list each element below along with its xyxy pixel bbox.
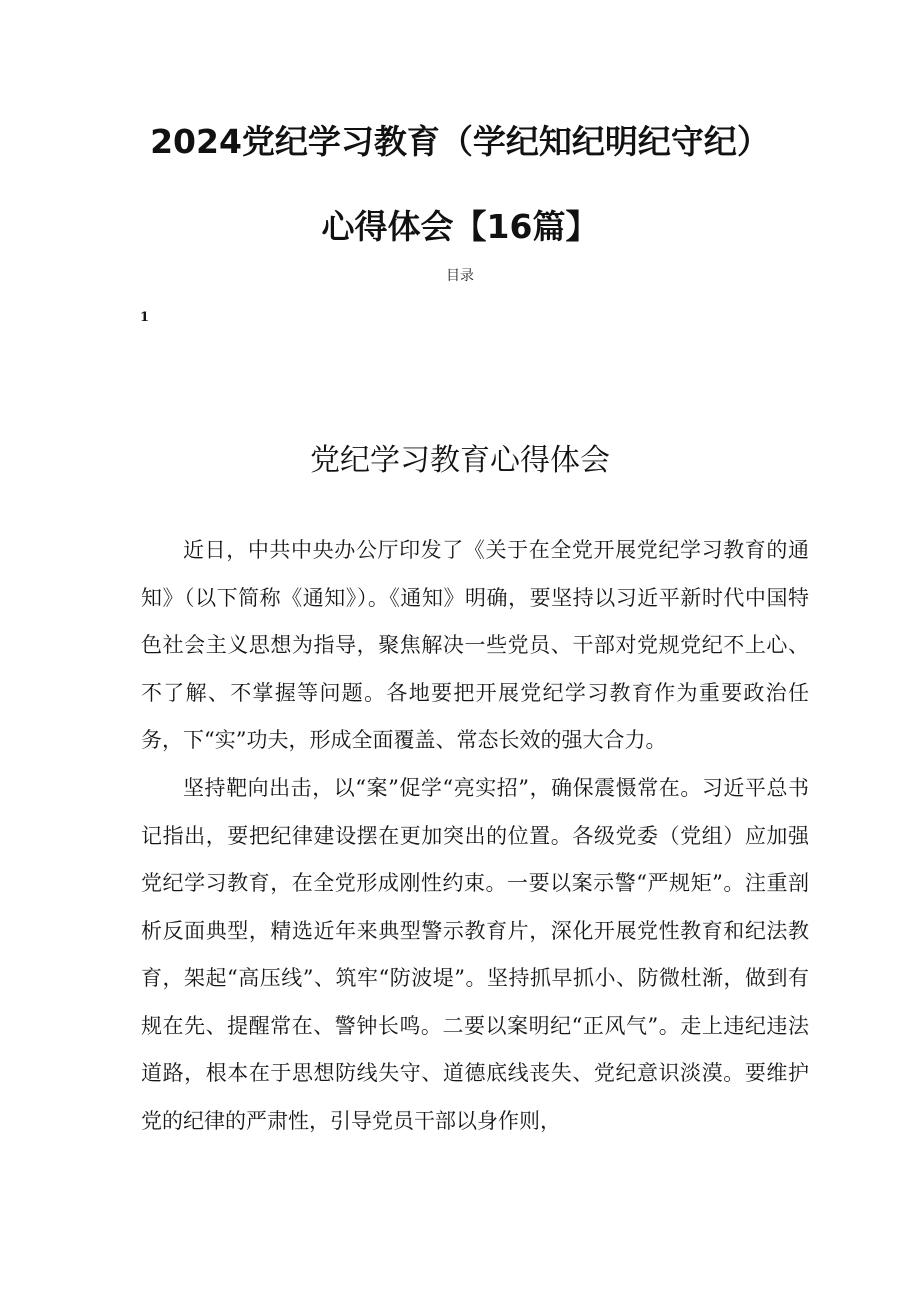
body-paragraph-2: 坚持靶向出击，以“案”促学“亮实招”，确保震慑常在。习近平总书记指出，要把纪律建设摆在更加突出的位置。各级党委（党组）应加强党纪学习教育，在全党形成刚性约束。一要以案示警“严规矩”。注重剖析反面典型，精选近年来典型警示教育片，深化开展党性教育和纪法教育，架起“高压线”、筑牢“防波堤”。坚持抓早抓小、防微杜渐，做到有规在先、提醒常在、警钟长鸣。二要以案明纪“正风气”。走上违纪违法道路，根本在于思想防线失守、道德底线丧失、党纪意识淡漠。要维护党的纪律的严肃性，引导党员干部以身作则， xyxy=(141,776,809,1133)
section-title: 党纪学习教育心得体会 xyxy=(310,443,610,478)
document-title-line-1: 2024党纪学习教育（学纪知纪明纪守纪） xyxy=(150,122,770,161)
body-paragraph-1: 近日，中共中央办公厅印发了《关于在全党开展党纪学习教育的通知》（以下简称《通知》）。《通知》明确，要坚持以习近平新时代中国特色社会主义思想为指导，聚焦解决一些党员、干部对党规党纪不上心、不了解、不掌握等问题。各地要把开展党纪学习教育作为重要政治任务，下“实”功夫，形成全面覆盖、常态长效的强大合力。 xyxy=(141,538,809,752)
document-title-line-2: 心得体会【16篇】 xyxy=(321,207,599,246)
table-of-contents-label: 目录 xyxy=(446,268,474,284)
toc-entry-number: 1 xyxy=(140,310,150,325)
